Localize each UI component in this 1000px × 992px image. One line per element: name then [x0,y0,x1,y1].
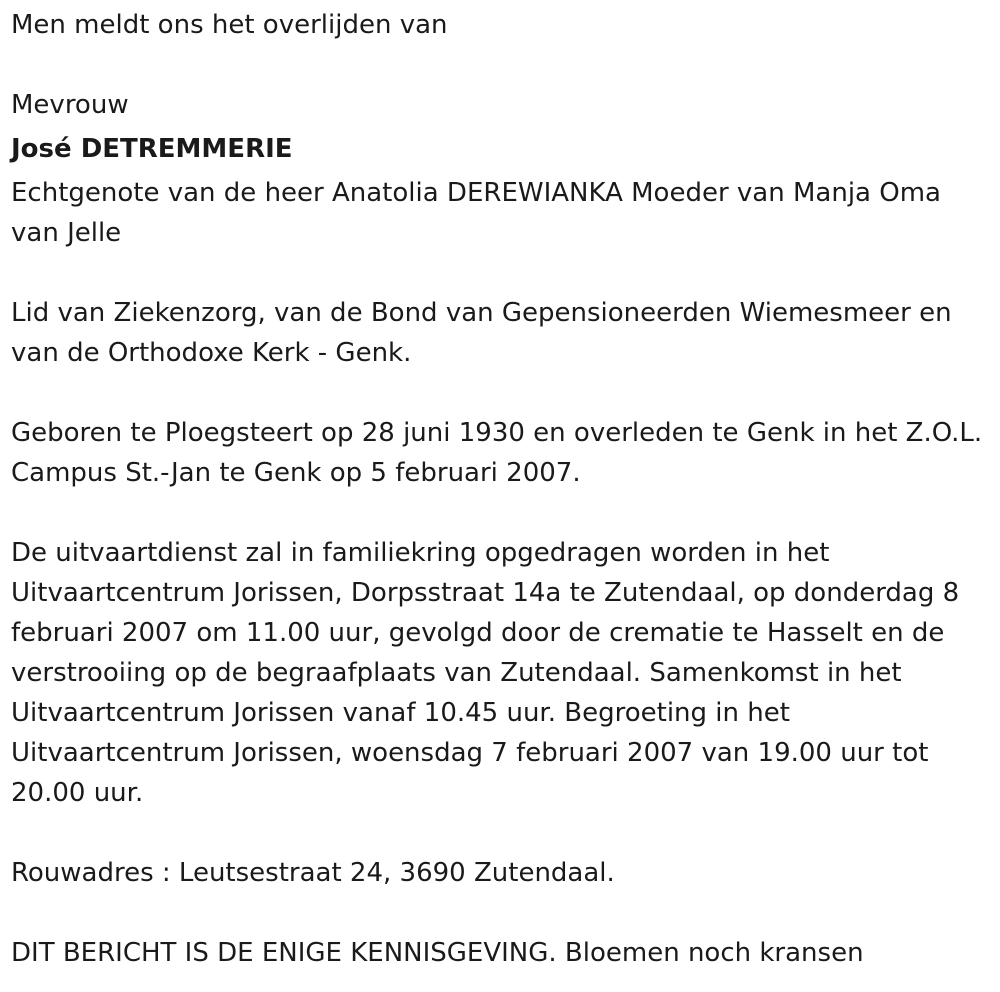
spacer [11,893,989,933]
spacer [11,373,989,413]
intro-line: Men meldt ons het overlijden van [11,10,448,40]
spacer [11,813,989,853]
service-paragraph: De uitvaartdienst zal in familiekring opgedragen worden in het Uitvaartcentrum Jorissen, Dorpsstraat 14a te Zutendaal, op donderdag 8 februari 2007 om 11.00 uur, gevolgd door de crematie te Hasselt en de verstrooiing op de begraafplaats van Zutendaal. Samenkomst in het Uitvaartcentrum Jorissen vanaf 10.45 uur. Begroeting in het Uitvaartcentrum Jorissen, woensdag 7 februari 2007 van 19.00 uur tot 20.00 uur. [11,538,968,808]
obituary-notice [11,5,989,973]
closing-line: DIT BERICHT IS DE ENIGE KENNISGEVING. Bloemen noch kransen [11,938,864,968]
memberships-paragraph: Lid van Ziekenzorg, van de Bond van Gepensioneerden Wiemesmeer en van de Orthodoxe Kerk - Genk. [11,298,960,368]
spacer [11,493,989,533]
relations-paragraph: Echtgenote van de heer Anatolia DEREWIANKA Moeder van Manja Oma van Jelle [11,178,950,248]
deceased-name: José DETREMMERIE [11,134,293,164]
address-line: Rouwadres : Leutsestraat 24, 3690 Zutendaal. [11,858,615,888]
birth-death-paragraph: Geboren te Ploegsteert op 28 juni 1930 en overleden te Genk in het Z.O.L. Campus St.-Jan te Genk op 5 februari 2007. [11,418,991,488]
salutation: Mevrouw [11,90,129,120]
spacer [11,45,989,85]
spacer [11,253,989,293]
